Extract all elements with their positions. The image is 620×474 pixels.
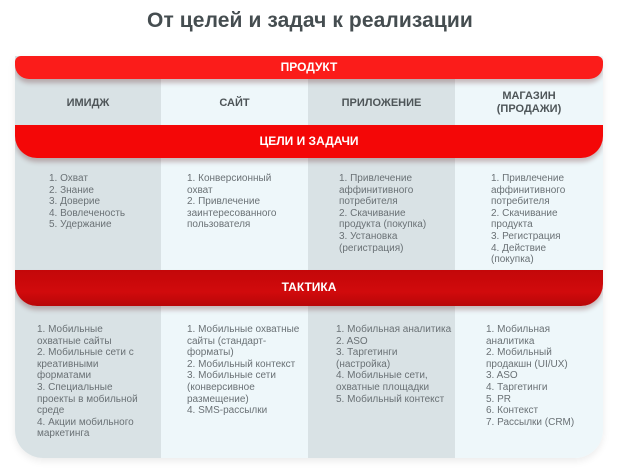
list-item: 1. Охват [49,173,88,184]
column-header-image: ИМИДЖ [66,96,110,109]
column-header-store: МАГАЗИН (ПРОДАЖИ) [496,90,562,115]
list-item: 2. Мобильные сети с креативными форматами [37,347,134,382]
list-item: 1. Мобильные охватные сайты [37,324,112,347]
list-item: 1. Привлечение аффинитивного потребителя [339,173,414,208]
list-item: 1. Мобильная аналитика [336,324,452,335]
column-header-site: САЙТ [219,96,250,109]
list-item: 2. Мобильный продакшн (UI/UX) [486,347,568,370]
list-item: 2. Скачивание продукта [491,207,558,231]
tactics-cell-image [37,324,145,440]
tactics-cell-site [187,324,305,417]
tactics-band: ТАКТИКА [15,270,603,306]
list-item: 4. Мобильные сети, охватные площадки [336,370,430,393]
list-item: 2. Знание [49,184,94,196]
goals-band: ЦЕЛИ И ЗАДАЧИ [15,125,603,158]
list-item: 4. SMS-рассылки [187,405,268,417]
goals-cell-app [339,173,445,254]
list-item: 5. Удержание [49,219,112,231]
list-item: 4. Вовлеченость [49,207,126,219]
list-item: 3. ASO [486,370,518,382]
tactics-cell-app [336,324,454,405]
list-item: 1. Конверсионный охват [187,173,272,196]
list-item: 3. Регистрация [491,230,561,242]
tactics-cell-store [486,324,586,428]
list-item: 6. Контекст [486,405,539,417]
list-item: 4. Акции мобильного маркетинга [37,416,134,440]
list-item: 3. Специальные проекты в мобильной среде [37,381,138,417]
list-item: 2. Мобильный контекст [187,358,296,370]
list-item: 3. Мобильные сети (конверсивное размещение) [187,370,276,405]
page-title: От целей и задач к реализации [147,9,473,32]
list-item: 5. PR [486,393,512,405]
product-band: ПРОДУКТ [15,56,603,79]
list-item: 7. Рассылки (CRM) [486,416,575,428]
list-item: 4. Таргетинги [486,381,548,393]
list-item: 3. Установка (регистрация) [339,230,404,254]
list-item: 2. ASO [336,335,368,347]
list-item: 1. Мобильная аналитика [486,324,550,347]
list-item: 4. Действие (покупка) [491,242,547,266]
list-item: 5. Мобильный контекст [336,393,445,405]
list-item: 2. Скачивание продукта (покупка) [339,207,427,231]
strategy-table [15,56,603,458]
list-item: 2. Привлечение заинтересованного пользователя [187,196,277,231]
list-item: 3. Доверие [49,196,101,208]
goals-cell-image [49,173,157,231]
list-item: 1. Привлечение аффинитивного потребителя [491,173,566,208]
column-header-app: ПРИЛОЖЕНИЕ [341,96,422,109]
list-item: 1. Мобильные охватные сайты (стандарт-форматы) [187,324,300,359]
goals-cell-site [187,173,287,231]
list-item: 3. Таргетинги (настройка) [336,347,398,370]
goals-cell-store [491,173,581,266]
